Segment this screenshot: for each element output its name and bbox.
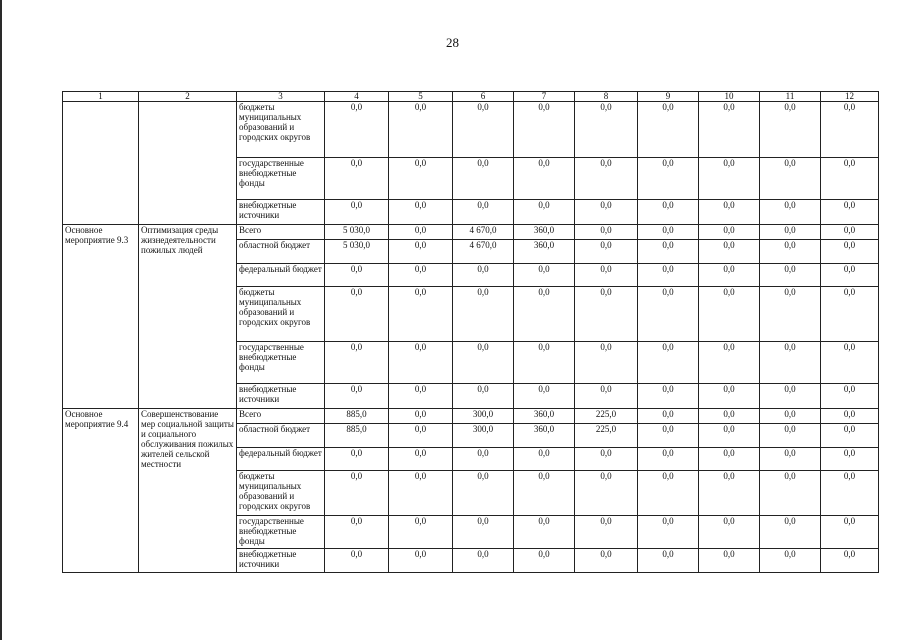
amount-cell: 0,0 xyxy=(389,240,453,264)
event-title-cell xyxy=(139,102,237,225)
amount-cell: 0,0 xyxy=(821,102,879,158)
amount-cell: 0,0 xyxy=(325,102,389,158)
column-header: 9 xyxy=(638,92,699,102)
amount-cell: 0,0 xyxy=(699,448,760,471)
amount-cell: 885,0 xyxy=(325,424,389,448)
amount-cell: 0,0 xyxy=(638,516,699,549)
amount-cell: 0,0 xyxy=(760,342,821,384)
amount-cell: 0,0 xyxy=(453,342,514,384)
amount-cell: 0,0 xyxy=(760,200,821,225)
amount-cell: 0,0 xyxy=(453,158,514,200)
table-row xyxy=(63,409,879,424)
amount-cell: 0,0 xyxy=(514,287,575,342)
amount-cell: 0,0 xyxy=(699,200,760,225)
amount-cell: 5 030,0 xyxy=(325,225,389,240)
amount-cell: 0,0 xyxy=(638,200,699,225)
event-title-cell: Оптимизация среды жизнедеятельности пожилых людей xyxy=(139,225,237,409)
amount-cell: 0,0 xyxy=(699,424,760,448)
amount-cell: 0,0 xyxy=(699,409,760,424)
event-name-cell: Основное мероприятие 9.3 xyxy=(63,225,139,409)
amount-cell: 0,0 xyxy=(389,200,453,225)
amount-cell: 0,0 xyxy=(453,200,514,225)
amount-cell: 0,0 xyxy=(699,342,760,384)
amount-cell: 0,0 xyxy=(389,102,453,158)
amount-cell: 0,0 xyxy=(514,516,575,549)
amount-cell: 0,0 xyxy=(638,264,699,287)
amount-cell: 0,0 xyxy=(453,384,514,409)
amount-cell: 0,0 xyxy=(638,287,699,342)
funding-source-cell: бюджеты муниципальных образований и городских округов xyxy=(237,287,325,342)
event-name-cell xyxy=(63,102,139,225)
budget-table xyxy=(62,91,879,573)
amount-cell: 225,0 xyxy=(575,424,638,448)
amount-cell: 300,0 xyxy=(453,409,514,424)
funding-source-cell: внебюджетные источники xyxy=(237,200,325,225)
amount-cell: 0,0 xyxy=(389,342,453,384)
funding-source-cell: государственные внебюджетные фонды xyxy=(237,516,325,549)
amount-cell: 0,0 xyxy=(325,516,389,549)
amount-cell: 0,0 xyxy=(453,549,514,573)
amount-cell: 0,0 xyxy=(389,549,453,573)
column-header: 12 xyxy=(821,92,879,102)
amount-cell: 0,0 xyxy=(514,200,575,225)
table-row xyxy=(63,102,879,158)
amount-cell: 0,0 xyxy=(638,158,699,200)
amount-cell: 0,0 xyxy=(389,264,453,287)
amount-cell: 0,0 xyxy=(699,102,760,158)
amount-cell: 0,0 xyxy=(453,287,514,342)
amount-cell: 0,0 xyxy=(760,409,821,424)
amount-cell: 0,0 xyxy=(699,264,760,287)
column-number-row xyxy=(63,92,879,102)
amount-cell: 0,0 xyxy=(638,225,699,240)
amount-cell: 0,0 xyxy=(699,471,760,516)
amount-cell: 0,0 xyxy=(325,287,389,342)
amount-cell: 0,0 xyxy=(821,158,879,200)
page-number: 28 xyxy=(446,35,459,50)
amount-cell: 0,0 xyxy=(453,471,514,516)
amount-cell: 0,0 xyxy=(638,342,699,384)
amount-cell: 5 030,0 xyxy=(325,240,389,264)
amount-cell: 0,0 xyxy=(514,342,575,384)
column-header: 4 xyxy=(325,92,389,102)
amount-cell: 0,0 xyxy=(638,424,699,448)
amount-cell: 0,0 xyxy=(821,549,879,573)
amount-cell: 0,0 xyxy=(575,225,638,240)
funding-source-cell: Всего xyxy=(237,225,325,240)
amount-cell: 0,0 xyxy=(821,471,879,516)
amount-cell: 0,0 xyxy=(760,549,821,573)
amount-cell: 0,0 xyxy=(389,158,453,200)
amount-cell: 0,0 xyxy=(699,225,760,240)
amount-cell: 0,0 xyxy=(760,102,821,158)
amount-cell: 0,0 xyxy=(638,102,699,158)
funding-source-cell: федеральный бюджет xyxy=(237,448,325,471)
funding-source-cell: Всего xyxy=(237,409,325,424)
amount-cell: 0,0 xyxy=(760,264,821,287)
event-name-cell: Основное мероприятие 9.4 xyxy=(63,409,139,573)
funding-source-cell: федеральный бюджет xyxy=(237,264,325,287)
column-header: 2 xyxy=(139,92,237,102)
amount-cell: 300,0 xyxy=(453,424,514,448)
funding-source-cell: внебюджетные источники xyxy=(237,384,325,409)
amount-cell: 0,0 xyxy=(575,287,638,342)
amount-cell: 0,0 xyxy=(514,471,575,516)
amount-cell: 0,0 xyxy=(325,264,389,287)
amount-cell: 0,0 xyxy=(514,264,575,287)
amount-cell: 0,0 xyxy=(389,384,453,409)
column-header: 1 xyxy=(63,92,139,102)
amount-cell: 0,0 xyxy=(325,200,389,225)
amount-cell: 0,0 xyxy=(699,549,760,573)
amount-cell: 0,0 xyxy=(575,448,638,471)
column-header: 5 xyxy=(389,92,453,102)
amount-cell: 0,0 xyxy=(699,384,760,409)
amount-cell: 0,0 xyxy=(514,384,575,409)
table-row xyxy=(63,225,879,240)
amount-cell: 0,0 xyxy=(638,384,699,409)
amount-cell: 0,0 xyxy=(325,342,389,384)
amount-cell: 0,0 xyxy=(760,225,821,240)
amount-cell: 0,0 xyxy=(821,225,879,240)
amount-cell: 0,0 xyxy=(638,471,699,516)
column-header: 3 xyxy=(237,92,325,102)
amount-cell: 0,0 xyxy=(325,549,389,573)
amount-cell: 4 670,0 xyxy=(453,225,514,240)
amount-cell: 0,0 xyxy=(760,448,821,471)
amount-cell: 0,0 xyxy=(638,240,699,264)
amount-cell: 0,0 xyxy=(389,448,453,471)
amount-cell: 0,0 xyxy=(389,471,453,516)
amount-cell: 0,0 xyxy=(453,516,514,549)
amount-cell: 0,0 xyxy=(760,384,821,409)
amount-cell: 0,0 xyxy=(514,549,575,573)
amount-cell: 0,0 xyxy=(821,264,879,287)
funding-source-cell: внебюджетные источники xyxy=(237,549,325,573)
amount-cell: 885,0 xyxy=(325,409,389,424)
amount-cell: 0,0 xyxy=(821,240,879,264)
amount-cell: 0,0 xyxy=(389,424,453,448)
funding-source-cell: государственные внебюджетные фонды xyxy=(237,158,325,200)
amount-cell: 0,0 xyxy=(514,102,575,158)
amount-cell: 0,0 xyxy=(821,384,879,409)
amount-cell: 0,0 xyxy=(821,409,879,424)
amount-cell: 0,0 xyxy=(389,225,453,240)
amount-cell: 0,0 xyxy=(821,448,879,471)
amount-cell: 0,0 xyxy=(575,102,638,158)
amount-cell: 0,0 xyxy=(760,158,821,200)
amount-cell: 0,0 xyxy=(760,471,821,516)
amount-cell: 0,0 xyxy=(821,342,879,384)
amount-cell: 0,0 xyxy=(575,384,638,409)
amount-cell: 0,0 xyxy=(760,240,821,264)
amount-cell: 0,0 xyxy=(575,342,638,384)
column-header: 7 xyxy=(514,92,575,102)
amount-cell: 0,0 xyxy=(389,287,453,342)
amount-cell: 0,0 xyxy=(575,471,638,516)
amount-cell: 360,0 xyxy=(514,240,575,264)
amount-cell: 0,0 xyxy=(760,424,821,448)
amount-cell: 0,0 xyxy=(699,240,760,264)
amount-cell: 0,0 xyxy=(514,448,575,471)
amount-cell: 0,0 xyxy=(325,448,389,471)
amount-cell: 0,0 xyxy=(575,158,638,200)
column-header: 11 xyxy=(760,92,821,102)
amount-cell: 0,0 xyxy=(325,384,389,409)
column-header: 10 xyxy=(699,92,760,102)
funding-source-cell: бюджеты муниципальных образований и городских округов xyxy=(237,471,325,516)
amount-cell: 0,0 xyxy=(575,240,638,264)
column-header: 6 xyxy=(453,92,514,102)
amount-cell: 0,0 xyxy=(575,549,638,573)
amount-cell: 360,0 xyxy=(514,225,575,240)
amount-cell: 0,0 xyxy=(453,102,514,158)
event-title-cell: Совершенствование мер социальной защиты и социального обслуживания пожилых жителей сельской местности xyxy=(139,409,237,573)
amount-cell: 0,0 xyxy=(389,516,453,549)
amount-cell: 0,0 xyxy=(821,287,879,342)
amount-cell: 0,0 xyxy=(514,158,575,200)
amount-cell: 225,0 xyxy=(575,409,638,424)
amount-cell: 0,0 xyxy=(325,158,389,200)
amount-cell: 360,0 xyxy=(514,409,575,424)
amount-cell: 0,0 xyxy=(453,264,514,287)
amount-cell: 0,0 xyxy=(699,158,760,200)
amount-cell: 0,0 xyxy=(760,287,821,342)
amount-cell: 0,0 xyxy=(638,549,699,573)
amount-cell: 0,0 xyxy=(638,448,699,471)
funding-source-cell: областной бюджет xyxy=(237,424,325,448)
amount-cell: 0,0 xyxy=(638,409,699,424)
amount-cell: 0,0 xyxy=(453,448,514,471)
amount-cell: 0,0 xyxy=(821,424,879,448)
amount-cell: 0,0 xyxy=(699,287,760,342)
amount-cell: 0,0 xyxy=(760,516,821,549)
amount-cell: 0,0 xyxy=(821,516,879,549)
amount-cell: 0,0 xyxy=(575,264,638,287)
amount-cell: 0,0 xyxy=(575,200,638,225)
funding-source-cell: бюджеты муниципальных образований и городских округов xyxy=(237,102,325,158)
amount-cell: 0,0 xyxy=(821,200,879,225)
amount-cell: 0,0 xyxy=(389,409,453,424)
column-header: 8 xyxy=(575,92,638,102)
amount-cell: 4 670,0 xyxy=(453,240,514,264)
amount-cell: 0,0 xyxy=(699,516,760,549)
amount-cell: 0,0 xyxy=(575,516,638,549)
amount-cell: 0,0 xyxy=(325,471,389,516)
funding-source-cell: областной бюджет xyxy=(237,240,325,264)
funding-source-cell: государственные внебюджетные фонды xyxy=(237,342,325,384)
amount-cell: 360,0 xyxy=(514,424,575,448)
scan-left-edge xyxy=(0,0,2,640)
